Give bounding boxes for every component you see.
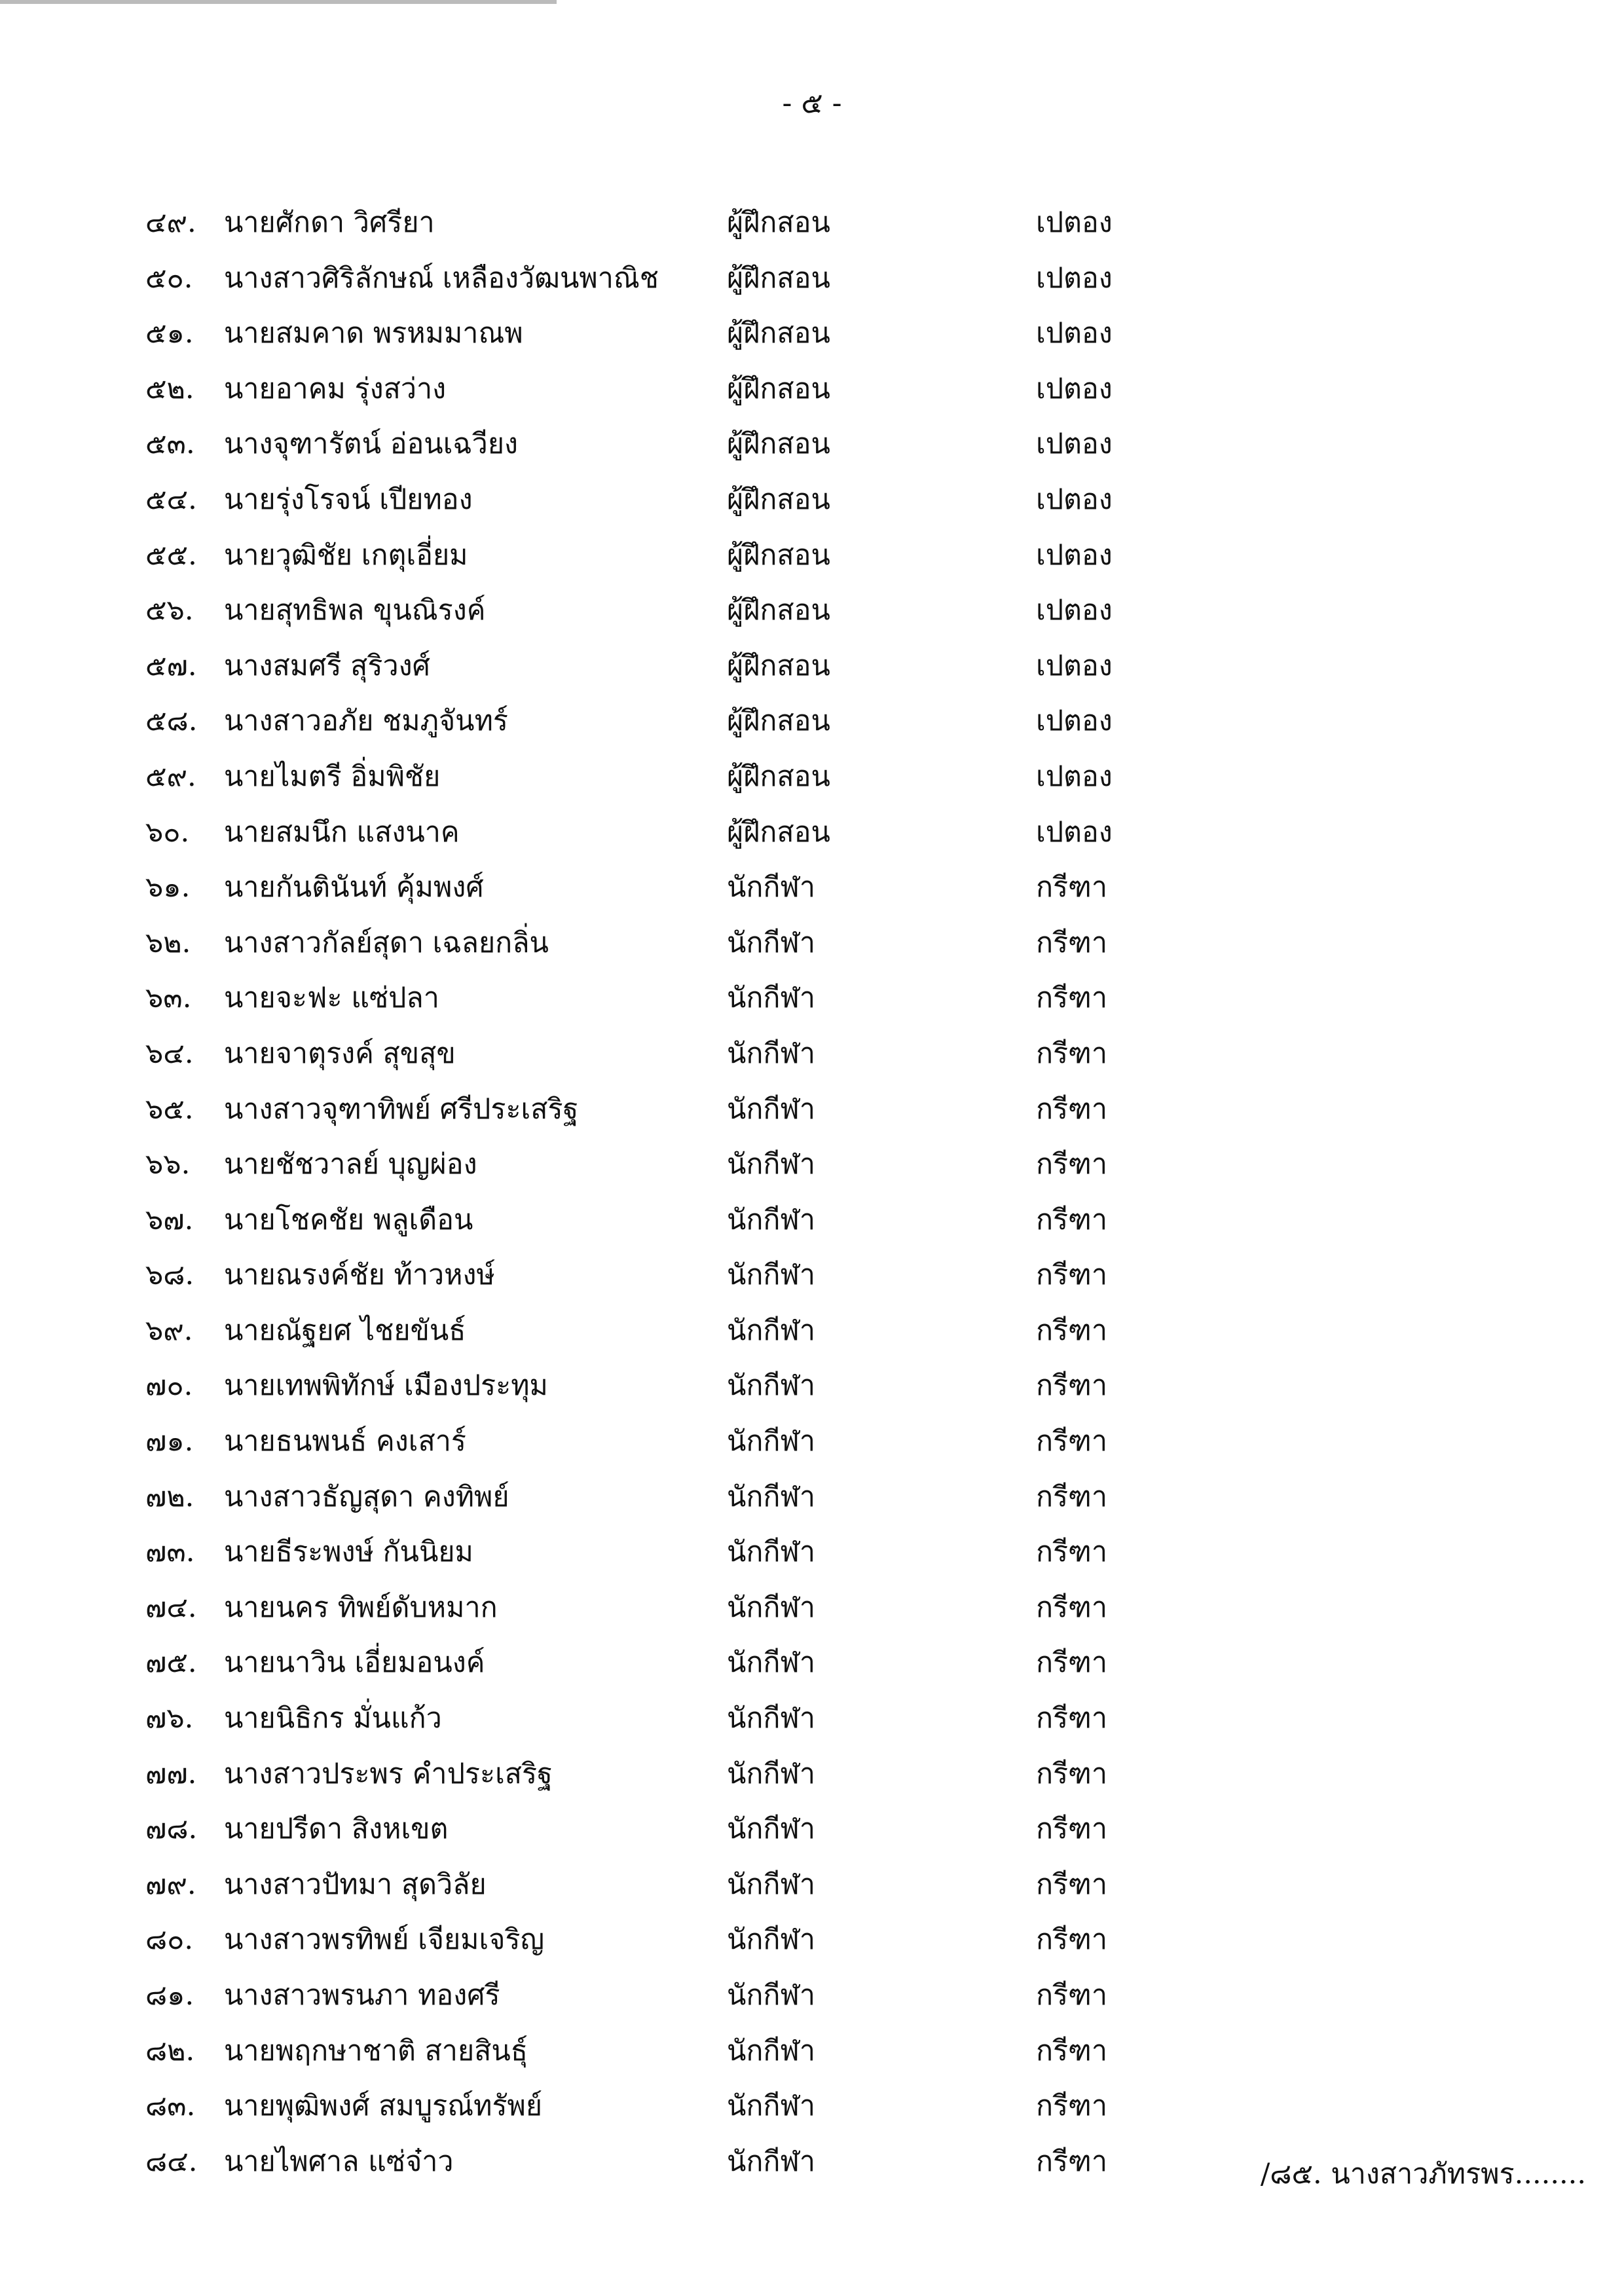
list-item: [0, 361, 1624, 417]
list-item: [0, 749, 1624, 805]
row-number: ๕๔.: [145, 483, 197, 516]
role: นักกีฬา: [727, 1425, 816, 1458]
row-number: ๕๙.: [145, 760, 196, 793]
sport: กรีฑา: [1036, 1702, 1107, 1735]
list-item: [0, 1303, 1624, 1359]
role: ผู้ฝึกสอน: [727, 815, 830, 849]
person-name: นายนาวิน เอี่ยมอนงค์: [224, 1646, 485, 1680]
list-item: [0, 1082, 1624, 1137]
row-number: ๖๗.: [145, 1203, 194, 1236]
list-item: [0, 528, 1624, 583]
person-name: นางสาวศิริลักษณ์ เหลืองวัฒนพาณิช: [224, 261, 659, 295]
sport: กรีฑา: [1036, 1203, 1107, 1236]
list-item: [0, 251, 1624, 306]
person-name: นายนิธิกร มั่นแก้ว: [224, 1702, 442, 1735]
list-item: [0, 1635, 1624, 1691]
row-number: ๕๕.: [145, 538, 197, 572]
role: นักกีฬา: [727, 1813, 816, 1846]
role: ผู้ฝึกสอน: [727, 594, 830, 627]
list-item: [0, 805, 1624, 860]
list-item: [0, 915, 1624, 971]
role: นักกีฬา: [727, 1092, 816, 1126]
row-number: ๕๖.: [145, 594, 194, 627]
person-name: นางจุฑารัตน์ อ่อนเฉวียง: [224, 428, 519, 461]
sport: เปตอง: [1036, 206, 1113, 239]
role: นักกีฬา: [727, 926, 816, 959]
sport: กรีฑา: [1036, 1092, 1107, 1126]
sport: กรีฑา: [1036, 871, 1107, 904]
row-number: ๗๔.: [145, 1591, 197, 1624]
sport: กรีฑา: [1036, 1813, 1107, 1846]
list-item: [0, 1857, 1624, 1913]
row-number: ๘๒.: [145, 2034, 195, 2067]
list-item: [0, 1691, 1624, 1747]
sport: เปตอง: [1036, 705, 1113, 738]
sport: เปตอง: [1036, 538, 1113, 572]
person-name: นายพุฒิพงศ์ สมบูรณ์ทรัพย์: [224, 2090, 543, 2123]
list-item: [0, 1580, 1624, 1636]
sport: กรีฑา: [1036, 2034, 1107, 2067]
row-number: ๖๒.: [145, 926, 191, 959]
row-number: ๗๖.: [145, 1702, 194, 1735]
list-item: [0, 1802, 1624, 1857]
list-item: [0, 472, 1624, 528]
list-item: [0, 1968, 1624, 2024]
list-item: [0, 1525, 1624, 1580]
sport: กรีฑา: [1036, 1536, 1107, 1569]
role: นักกีฬา: [727, 871, 816, 904]
person-name: นางสาวปัทมา สุดวิลัย: [224, 1868, 487, 1901]
sport: เปตอง: [1036, 760, 1113, 793]
person-name: นายศักดา วิศรียา: [224, 206, 435, 239]
role: นักกีฬา: [727, 1314, 816, 1347]
person-name: นายรุ่งโรจน์ เปียทอง: [224, 483, 473, 516]
role: ผู้ฝึกสอน: [727, 317, 830, 350]
person-name: นางสาวพรนภา ทองศรี: [224, 1979, 500, 2012]
person-name: นางสาวจุฑาทิพย์ ศรีประเสริฐ: [224, 1092, 579, 1126]
role: นักกีฬา: [727, 1536, 816, 1569]
list-item: [0, 1192, 1624, 1248]
role: ผู้ฝึกสอน: [727, 206, 830, 239]
row-number: ๖๓.: [145, 982, 192, 1015]
list-item: [0, 1912, 1624, 1968]
role: ผู้ฝึกสอน: [727, 261, 830, 295]
row-number: ๗๓.: [145, 1536, 195, 1569]
person-name: นางสาวกัลย์สุดา เฉลยกลิ่น: [224, 926, 549, 959]
row-number: ๗๑.: [145, 1425, 194, 1458]
person-name: นางสาวประพร คำประเสริฐ: [224, 1757, 553, 1790]
role: ผู้ฝึกสอน: [727, 705, 830, 738]
role: นักกีฬา: [727, 982, 816, 1015]
person-name: นายชัชวาลย์ บุญผ่อง: [224, 1148, 477, 1181]
sport: เปตอง: [1036, 649, 1113, 682]
sport: กรีฑา: [1036, 1979, 1107, 2012]
role: ผู้ฝึกสอน: [727, 538, 830, 572]
sport: กรีฑา: [1036, 1923, 1107, 1957]
person-name: นายสมคาด พรหมมาณพ: [224, 317, 523, 350]
list-item: [0, 416, 1624, 472]
role: นักกีฬา: [727, 1037, 816, 1070]
role: ผู้ฝึกสอน: [727, 760, 830, 793]
sport: กรีฑา: [1036, 1591, 1107, 1624]
row-number: ๕๗.: [145, 649, 197, 682]
person-name: นายสุทธิพล ขุนณิรงค์: [224, 594, 486, 627]
name-list: [0, 195, 1624, 2189]
row-number: ๖๙.: [145, 1314, 193, 1347]
sport: กรีฑา: [1036, 1646, 1107, 1680]
role: นักกีฬา: [727, 1923, 816, 1957]
person-name: นายสมนึก แสงนาค: [224, 815, 460, 849]
row-number: ๕๘.: [145, 705, 198, 738]
list-item: [0, 860, 1624, 915]
row-number: ๕๐.: [145, 261, 193, 295]
person-name: นายธนพนธ์ คงเสาร์: [224, 1425, 466, 1458]
sport: กรีฑา: [1036, 2090, 1107, 2123]
person-name: นางสาวธัญสุดา คงทิพย์: [224, 1480, 509, 1513]
role: นักกีฬา: [727, 1259, 816, 1292]
role: ผู้ฝึกสอน: [727, 372, 830, 405]
list-item: [0, 583, 1624, 638]
row-number: ๕๑.: [145, 317, 194, 350]
sport: เปตอง: [1036, 815, 1113, 849]
role: นักกีฬา: [727, 1480, 816, 1513]
sport: เปตอง: [1036, 317, 1113, 350]
sport: กรีฑา: [1036, 1314, 1107, 1347]
sport: เปตอง: [1036, 428, 1113, 461]
list-item: [0, 1747, 1624, 1802]
list-item: [0, 638, 1624, 694]
sport: กรีฑา: [1036, 1259, 1107, 1292]
role: ผู้ฝึกสอน: [727, 428, 830, 461]
list-item: [0, 1414, 1624, 1469]
list-item: [0, 693, 1624, 749]
list-item: [0, 1137, 1624, 1192]
role: นักกีฬา: [727, 1203, 816, 1236]
sport: เปตอง: [1036, 261, 1113, 295]
role: นักกีฬา: [727, 2034, 816, 2067]
row-number: ๕๓.: [145, 428, 195, 461]
role: นักกีฬา: [727, 1868, 816, 1901]
row-number: ๘๓.: [145, 2090, 196, 2123]
row-number: ๕๒.: [145, 372, 194, 405]
role: นักกีฬา: [727, 1702, 816, 1735]
sport: กรีฑา: [1036, 1425, 1107, 1458]
row-number: ๗๘.: [145, 1813, 198, 1846]
row-number: ๖๕.: [145, 1092, 194, 1126]
list-item: [0, 1358, 1624, 1414]
role: นักกีฬา: [727, 1979, 816, 2012]
role: นักกีฬา: [727, 2090, 816, 2123]
role: นักกีฬา: [727, 1646, 816, 1680]
role: นักกีฬา: [727, 1369, 816, 1403]
row-number: ๗๒.: [145, 1480, 194, 1513]
row-number: ๔๙.: [145, 206, 196, 239]
person-name: นายณัฐยศ ไชยขันธ์: [224, 1314, 466, 1347]
person-name: นายจะฟะ แซ่ปลา: [224, 982, 439, 1015]
person-name: นางสมศรี สุริวงศ์: [224, 649, 430, 682]
role: นักกีฬา: [727, 1148, 816, 1181]
row-number: ๘๔.: [145, 2145, 198, 2178]
sport: กรีฑา: [1036, 1148, 1107, 1181]
sport: กรีฑา: [1036, 2145, 1107, 2178]
row-number: ๗๗.: [145, 1757, 197, 1790]
person-name: นายปรีดา สิงหเขต: [224, 1813, 449, 1846]
person-name: นายเทพพิทักษ์ เมืองประทุม: [224, 1369, 548, 1403]
list-item: [0, 1026, 1624, 1082]
row-number: ๘๑.: [145, 1979, 194, 2012]
role: ผู้ฝึกสอน: [727, 649, 830, 682]
list-item: [0, 195, 1624, 251]
sport: กรีฑา: [1036, 1757, 1107, 1790]
sport: กรีฑา: [1036, 1868, 1107, 1901]
person-name: นางสาวอภัย ชมภูจันทร์: [224, 705, 509, 738]
sport: เปตอง: [1036, 372, 1113, 405]
person-name: นายโชคชัย พลูเดือน: [224, 1203, 473, 1236]
person-name: นายกันตินันท์ คุ้มพงศ์: [224, 871, 484, 904]
row-number: ๖๘.: [145, 1259, 194, 1292]
row-number: ๗๐.: [145, 1369, 193, 1403]
continuation-note: /๘๕. นางสาวภัทรพร........: [1260, 2158, 1586, 2190]
person-name: นายจาตุรงค์ สุขสุข: [224, 1037, 456, 1070]
list-item: [0, 1469, 1624, 1525]
person-name: นายธีระพงษ์ กันนิยม: [224, 1536, 473, 1569]
sport: กรีฑา: [1036, 926, 1107, 959]
person-name: นายอาคม รุ่งสว่าง: [224, 372, 447, 405]
row-number: ๖๑.: [145, 871, 191, 904]
page-number: - ๕ -: [782, 86, 842, 120]
role: ผู้ฝึกสอน: [727, 483, 830, 516]
role: นักกีฬา: [727, 2145, 816, 2178]
row-number: ๖๖.: [145, 1148, 191, 1181]
row-number: ๗๙.: [145, 1868, 196, 1901]
list-item: [0, 306, 1624, 361]
person-name: นางสาวพรทิพย์ เจียมเจริญ: [224, 1923, 545, 1957]
list-item: [0, 2079, 1624, 2134]
row-number: ๖๐.: [145, 815, 190, 849]
role: นักกีฬา: [727, 1757, 816, 1790]
person-name: นายณรงค์ชัย ท้าวหงษ์: [224, 1259, 495, 1292]
sport: กรีฑา: [1036, 1480, 1107, 1513]
sport: กรีฑา: [1036, 1369, 1107, 1403]
sport: กรีฑา: [1036, 982, 1107, 1015]
scan-edge-line: [0, 0, 557, 4]
person-name: นายพฤกษาชาติ สายสินธุ์: [224, 2034, 528, 2067]
person-name: นายไมตรี อิ่มพิชัย: [224, 760, 441, 793]
sport: กรีฑา: [1036, 1037, 1107, 1070]
person-name: นายวุฒิชัย เกตุเอี่ยม: [224, 538, 468, 572]
role: นักกีฬา: [727, 1591, 816, 1624]
sport: เปตอง: [1036, 594, 1113, 627]
list-item: [0, 2024, 1624, 2079]
person-name: นายไพศาล แซ่จ๋าว: [224, 2145, 454, 2178]
row-number: ๘๐.: [145, 1923, 194, 1957]
row-number: ๖๔.: [145, 1037, 194, 1070]
sport: เปตอง: [1036, 483, 1113, 516]
list-item: [0, 970, 1624, 1026]
list-item: [0, 1248, 1624, 1303]
row-number: ๗๕.: [145, 1646, 197, 1680]
person-name: นายนคร ทิพย์ดับหมาก: [224, 1591, 498, 1624]
